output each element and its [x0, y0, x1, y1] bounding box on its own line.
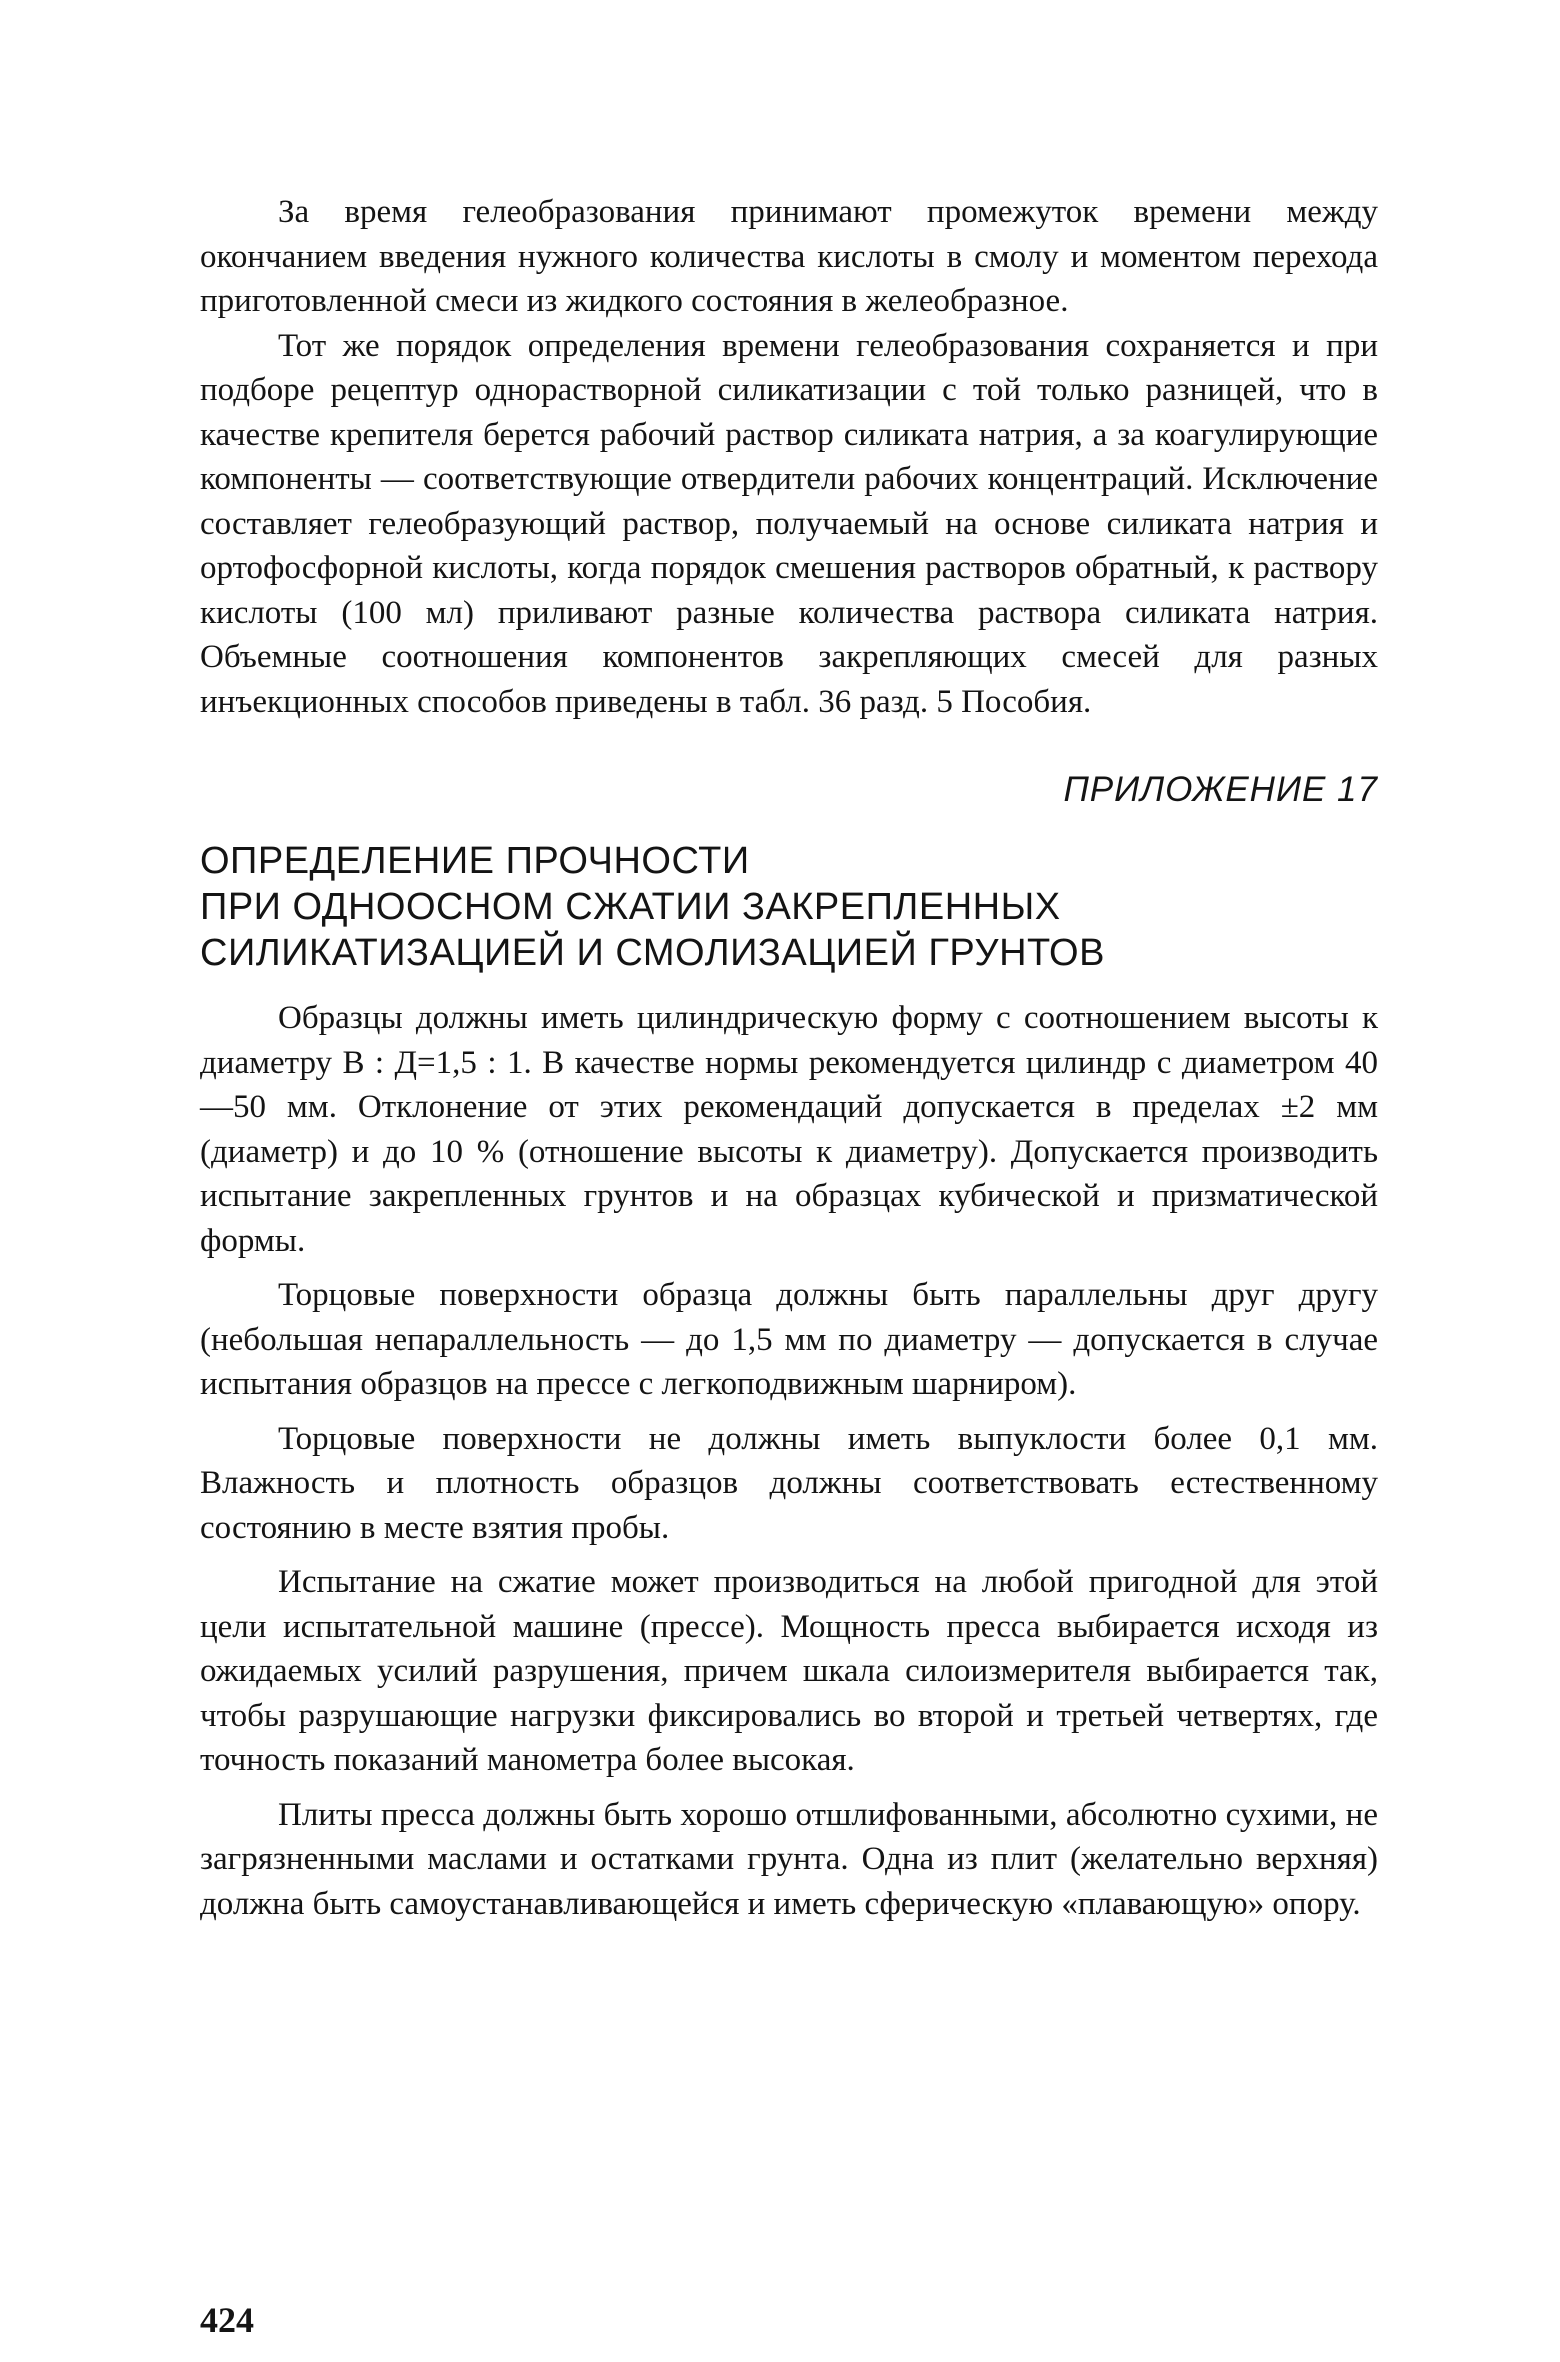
section-title-line-2: ПРИ ОДНООСНОМ СЖАТИИ ЗАКРЕПЛЕННЫХ: [200, 886, 1061, 928]
paragraph-end-surfaces-parallel: Торцовые поверхности образца должны быть параллельны друг другу (небольшая непараллельность — до 1,5 мм по диаметру — допускается в случае испытания образцов на прессе с легкоподвижным шарниром).: [200, 1277, 1378, 1402]
section-title-line-3: СИЛИКАТИЗАЦИЕЙ И СМОЛИЗАЦИЕЙ ГРУНТОВ: [200, 932, 1105, 974]
section-title: [200, 838, 1378, 976]
appendix-label: ПРИЛОЖЕНИЕ 17: [1063, 770, 1378, 809]
paragraph-gelation-time: За время гелеобразования принимают промежуток времени между окончанием введения нужного количества кислоты в смолу и моментом перехода приготовленной смеси из жидкого состояния в желеобразное.: [200, 194, 1378, 319]
section-title-line-1: ОПРЕДЕЛЕНИЕ ПРОЧНОСТИ: [200, 840, 750, 882]
paragraph-end-surfaces-convexity: Торцовые поверхности не должны иметь выпуклости более 0,1 мм. Влажность и плотность образцов должны соответствовать естественному состоянию в месте взятия пробы.: [200, 1420, 1378, 1546]
paragraph-press-plates: Плиты пресса должны быть хорошо отшлифованными, абсолютно сухими, не загрязненными маслами и остатками грунта. Одна из плит (желательно верхняя) должна быть самоустанавливающейся и иметь сферическую «плавающую» опору.: [200, 1796, 1378, 1922]
paragraph-sample-shape: Образцы должны иметь цилиндрическую форму с соотношением высоты к диаметру В : Д=1,5 : 1. В качестве нормы рекомендуется цилиндр с диаметром 40—50 мм. Отклонение от этих рекомендаций допускается в пределах ±2 мм (диаметр) и до 10 % (отношение высоты к диаметру). Допускается производить испытание закрепленных грунтов и на образцах кубической и призматической формы.: [200, 1000, 1378, 1259]
paragraph-compression-test-machine: Испытание на сжатие может производиться на любой пригодной для этой цели испытательной машине (прессе). Мощность пресса выбирается исходя из ожидаемых усилий разрушения, причем шкала силоизмерителя выбирается так, чтобы разрушающие нагрузки фиксировались во второй и третьей четвертях, где точность показаний манометра более высокая.: [200, 1564, 1378, 1778]
page-content: [200, 190, 1378, 1926]
paragraph-single-solution-silicatization: Тот же порядок определения времени гелеобразования сохраняется и при подборе рецептур однорастворной силикатизации с той только разницей, что в качестве крепителя берется рабочий раствор силиката натрия, а за коагулирующие компоненты — соответствующие отвердители рабочих концентраций. Исключение составляет гелеобразующий раствор, получаемый на основе силиката натрия и ортофосфорной кислоты, когда порядок смешения растворов обратный, к раствору кислоты (100 мл) приливают разные количества раствора силиката натрия. Объемные соотношения компонентов закрепляющих смесей для разных инъекционных способов приведены в табл. 36 разд. 5 Пособия.: [200, 327, 1378, 720]
page-number: 424: [200, 2300, 254, 2340]
